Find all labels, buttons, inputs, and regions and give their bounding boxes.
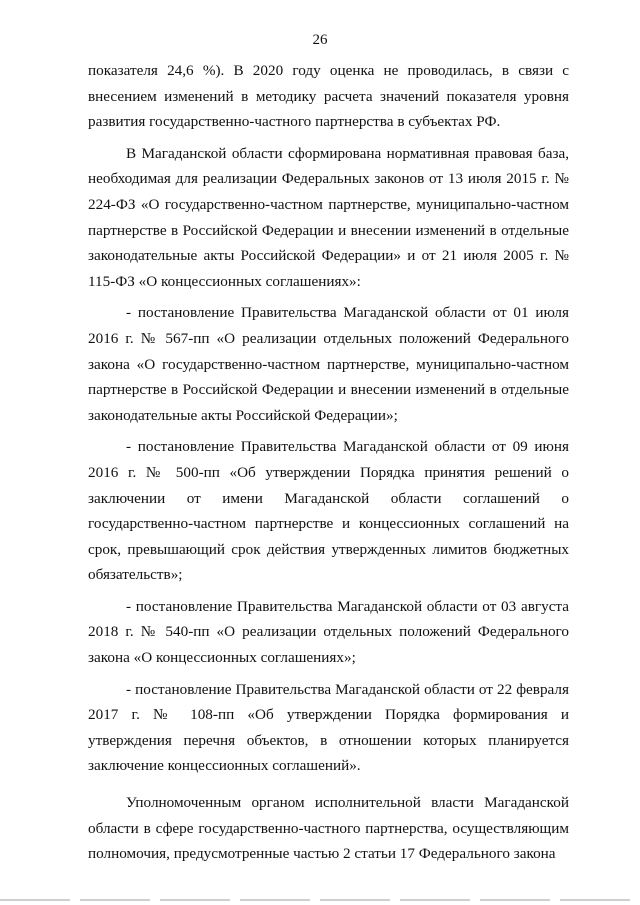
page-number: 26 (312, 32, 328, 48)
paragraph-2: В Магаданской области сформирована нормативная правовая база, необходимая для реализации Федеральных законов от 13 июля 2015 г. № 224-ФЗ «О государственно-частном партнерстве, муниципально-частном партнерстве в Российской Федерации и внесении изменений в отдельные законодательные акты Российской Федерации» и от 21 июля 2005 г. № 115-ФЗ «О концессионных соглашениях»: (88, 144, 569, 290)
paragraph-1: показателя 24,6 %). В 2020 году оценка не проводилась, в связи с внесением изменений в методику расчета значений показателя уровня развития государственно-частного партнерства в субъектах РФ. (88, 62, 569, 131)
paragraph-7: Уполномоченным органом исполнительной власти Магаданской области в сфере государственно-частного партнерства, осуществляющим полномочия, предусмотренные частью 2 статьи 17 Федерального закона (88, 794, 569, 863)
paragraph-6-list-item: - постановление Правительства Магаданской области от 22 февраля 2017 г. № 108-пп «Об утверждении Порядка формирования и утверждения перечня объектов, в отношении которых планируется заключение концессионных соглашений». (88, 680, 569, 775)
document-body (88, 58, 569, 867)
paragraph-4-list-item: - постановление Правительства Магаданской области от 09 июня 2016 г. № 500-пп «Об утверждении Порядка принятия решений о заключении от имени Магаданской области соглашений о государственно-частном партнерстве и концессионных соглашений на срок, превышающий срок действия утвержденных лимитов бюджетных обязательств»; (88, 438, 569, 584)
scan-bottom-edge (0, 899, 640, 901)
paragraph-5-list-item: - постановление Правительства Магаданской области от 03 августа 2018 г. № 540-пп «О реализации отдельных положений Федерального закона «О концессионных соглашениях»; (88, 597, 569, 667)
paragraph-3-list-item: - постановление Правительства Магаданской области от 01 июля 2016 г. № 567-пп «О реализации отдельных положений Федерального закона «О государственно-частном партнерстве, муниципально-частном партнерстве в Российской Федерации и внесении изменений в отдельные законодательные акты Российской Федерации»; (88, 304, 569, 424)
